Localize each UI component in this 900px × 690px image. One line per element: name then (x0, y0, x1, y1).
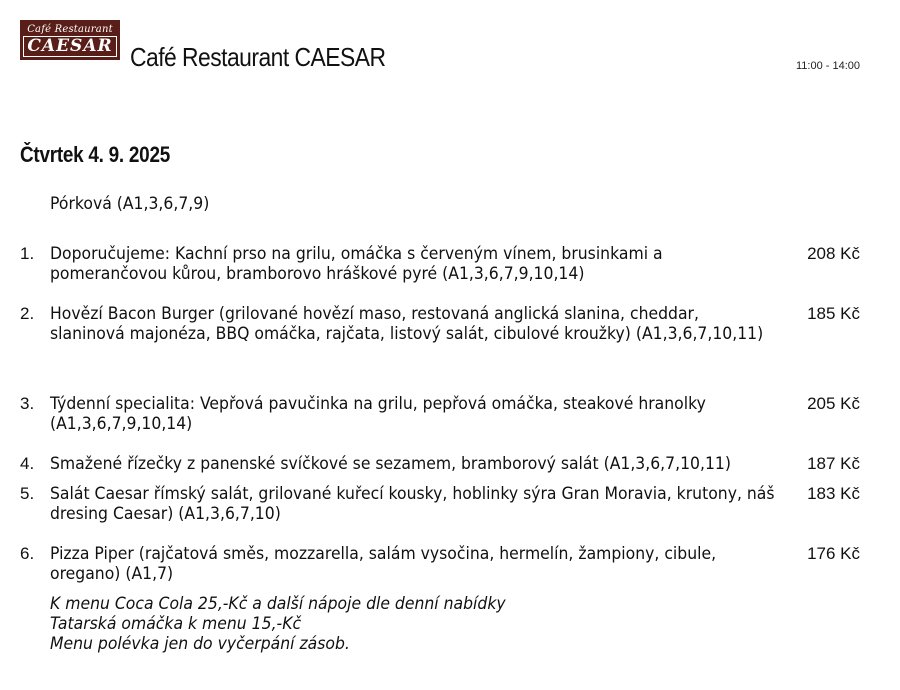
menu-item-number: 5. (20, 484, 35, 503)
opening-hours: 11:00 - 14:00 (795, 60, 860, 72)
note-line: K menu Coca Cola 25,-Kč a další nápoje dle denní nabídky (50, 594, 506, 614)
date-heading: Čtvrtek 4. 9. 2025 (20, 142, 170, 167)
menu-item-price: 205 Kč (807, 394, 860, 413)
soup-of-the-day: Pórková (A1,3,6,7,9) (50, 194, 210, 214)
menu-item-price: 208 Kč (807, 244, 860, 263)
menu-item-price: 187 Kč (807, 454, 860, 473)
menu-item-number: 3. (20, 394, 35, 413)
menu-item-price: 183 Kč (807, 484, 860, 503)
menu-item-description: Smažené řízečky z panenské svíčkové se sezamem, bramborový salát (A1,3,6,7,10,11) (50, 454, 731, 474)
menu-item-description: Pizza Piper (rajčatová směs, mozzarella, salám vysočina, hermelín, žampiony, cibule, oregano) (A1,7) (50, 544, 717, 584)
menu-item-number: 2. (20, 304, 35, 323)
menu-item-number: 1. (20, 244, 35, 263)
menu-item-description: Salát Caesar římský salát, grilované kuřecí kousky, hoblinky sýra Gran Moravia, krutony, náš dresing Caesar) (A1,3,6,7,10) (50, 484, 775, 524)
menu-item-price: 185 Kč (807, 304, 860, 323)
menu-item-number: 4. (20, 454, 35, 473)
menu-item-number: 6. (20, 544, 35, 563)
menu-item-description: Doporučujeme: Kachní prso na grilu, omáčka s červeným vínem, brusinkami a pomerančovou kůrou, bramborovo hráškové pyré (A1,3,6,7,9,10,14) (50, 244, 663, 284)
logo-line-top: Café Restaurant (27, 24, 113, 35)
menu-item-description: Hovězí Bacon Burger (grilované hovězí maso, restovaná anglická slanina, cheddar, slaninová majonéza, BBQ omáčka, rajčata, listový salát, cibulové kroužky) (A1,3,6,7,10,11) (50, 304, 764, 344)
restaurant-name: Café Restaurant CAESAR (130, 42, 386, 72)
note-line: Tatarská omáčka k menu 15,-Kč (50, 614, 302, 634)
note-line: Menu polévka jen do vyčerpání zásob. (50, 634, 350, 654)
menu-item-description: Týdenní specialita: Vepřová pavučinka na grilu, pepřová omáčka, steakové hranolky (A1,3,6,7,9,10,14) (50, 394, 706, 434)
menu-notes (50, 594, 506, 654)
menu-item-price: 176 Kč (807, 544, 860, 563)
restaurant-logo (20, 20, 120, 60)
logo-line-main: CAESAR (23, 36, 116, 57)
